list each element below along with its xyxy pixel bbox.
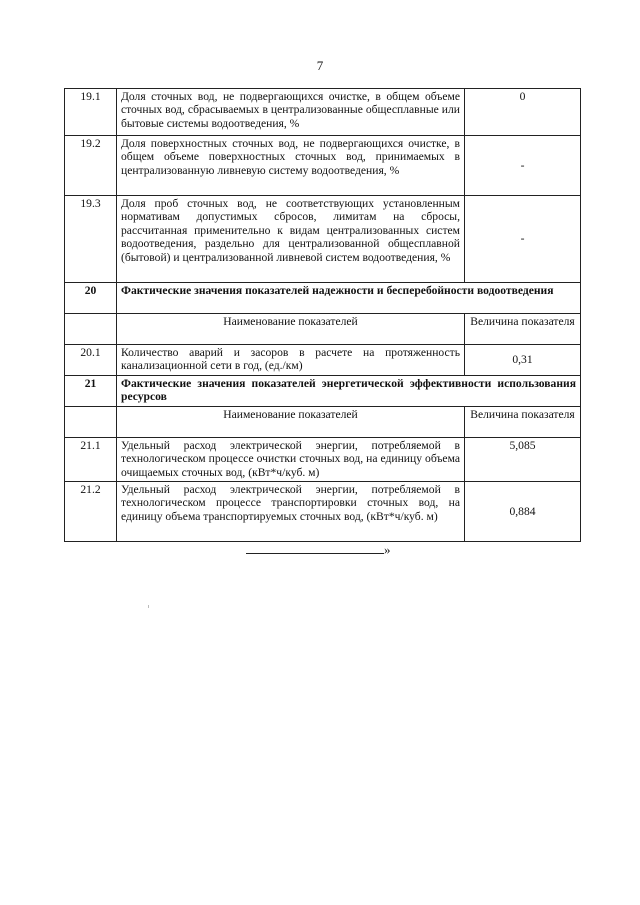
section-number: 21 [65, 376, 117, 407]
table-row [65, 196, 581, 283]
column-header-row [65, 314, 581, 345]
section-header-row [65, 283, 581, 314]
row-description: Количество аварий и засоров в расчете на протяженность канализационной сети в год, (ед./км) [117, 345, 465, 376]
section-number: 20 [65, 283, 117, 314]
column-header-name: Наименование показателей [117, 407, 465, 438]
empty-cell [65, 314, 117, 345]
column-header-value: Величина показателя [465, 314, 581, 345]
table-row [65, 438, 581, 482]
page-number: 7 [316, 58, 324, 73]
closing-quote: » [384, 542, 391, 557]
scan-speck [148, 605, 149, 608]
row-description: Доля сточных вод, не подвергающихся очистке, в общем объеме сточных вод, сбрасываемых в централизованные общесплавные или бытовые системы водоотведения, % [117, 89, 465, 136]
column-header-value: Величина показателя [465, 407, 581, 438]
closing-line [246, 542, 391, 558]
row-description: Доля проб сточных вод, не соответствующих установленным нормативам допустимых сбросов, лимитам на сбросы, рассчитанная применительно к видам централизованных систем водоотведения, раздельно для централизованной общесплавной (бытовой) и централизованной ливневой систем водоотведения, % [117, 196, 465, 283]
row-number: 20.1 [65, 345, 117, 376]
row-value: 0 [465, 89, 581, 136]
column-header-name: Наименование показателей [117, 314, 465, 345]
indicators-table [64, 88, 581, 542]
table-row [65, 482, 581, 542]
row-value: 0,31 [465, 345, 581, 376]
row-number: 19.1 [65, 89, 117, 136]
table-row [65, 345, 581, 376]
row-value: 5,085 [465, 438, 581, 482]
row-value: - [465, 136, 581, 196]
section-title: Фактические значения показателей энергетической эффективности использования ресурсов [117, 376, 581, 407]
table-row [65, 89, 581, 136]
column-header-row [65, 407, 581, 438]
row-number: 21.2 [65, 482, 117, 542]
row-description: Доля поверхностных сточных вод, не подвергающихся очистке, в общем объеме поверхностных сточных вод, принимаемых в централизованную ливневую систему водоотведения, % [117, 136, 465, 196]
table-row [65, 136, 581, 196]
row-number: 21.1 [65, 438, 117, 482]
signature-underline [246, 543, 384, 554]
row-number: 19.2 [65, 136, 117, 196]
section-header-row [65, 376, 581, 407]
row-description: Удельный расход электрической энергии, потребляемой в технологическом процессе транспортировки сточных вод, на единицу объема транспортируемых сточных вод, (кВт*ч/куб. м) [117, 482, 465, 542]
empty-cell [65, 407, 117, 438]
row-number: 19.3 [65, 196, 117, 283]
row-value: 0,884 [465, 482, 581, 542]
row-value: - [465, 196, 581, 283]
section-title: Фактические значения показателей надежности и бесперебойности водоотведения [117, 283, 581, 314]
row-description: Удельный расход электрической энергии, потребляемой в технологическом процессе очистки сточных вод, на единицу объема очищаемых сточных вод, (кВт*ч/куб. м) [117, 438, 465, 482]
